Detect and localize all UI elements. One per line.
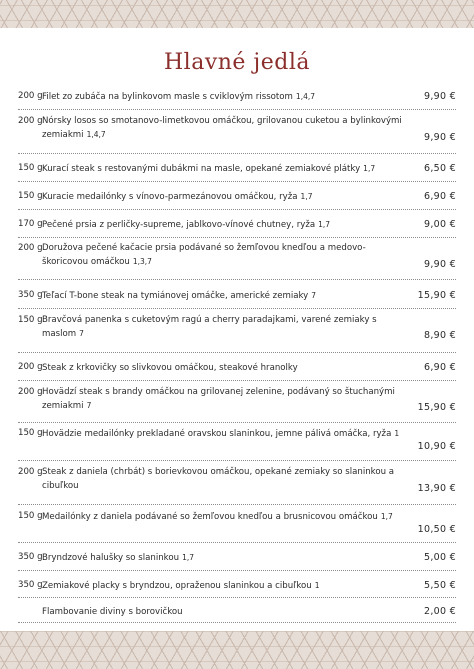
page-title: Hlavné jedlá (163, 50, 311, 75)
menu-item (18, 280, 456, 309)
item-price: 10,50 € (417, 524, 456, 535)
item-allergens: 7 (79, 329, 84, 338)
menu-item (18, 598, 456, 623)
item-allergens: 1,7 (363, 164, 376, 173)
menu-item (18, 505, 456, 543)
menu-item (18, 154, 456, 182)
item-weight: 200 g (18, 116, 43, 126)
item-price: 6,90 € (423, 191, 456, 202)
item-name: Kuracie medailónky s vínovo-parmezánovou omáčkou, ryža (42, 192, 298, 202)
item-price: 5,50 € (423, 580, 456, 591)
menu-item (18, 381, 456, 423)
menu-item (18, 309, 456, 353)
item-name: Filet zo zubáča na bylinkovom masle s cviklovým rissotom (42, 92, 293, 102)
menu-item (18, 353, 456, 381)
item-allergens: 1,4,7 (295, 92, 316, 101)
item-price: 13,90 € (417, 483, 456, 494)
item-weight: 350 g (18, 552, 43, 562)
item-weight: 200 g (18, 91, 43, 101)
item-name: Bravčová panenka s cuketovým ragú a cherry paradajkami, varené zemiaky s maslom (42, 315, 377, 339)
item-allergens: 7 (311, 291, 317, 300)
item-name: Hovädzí steak s brandy omáčkou na grilovanej zelenine, podávaný so štuchanými zemiakmi (42, 387, 395, 411)
item-price: 9,90 € (423, 132, 456, 143)
item-name: Steak z krkovičky so slivkovou omáčkou, steakové hranolky (42, 363, 298, 373)
item-name: Medailónky z daniela podávané so žemľovou knedľou a brusnicovou omáčkou (42, 512, 378, 522)
item-name: Hovädzie medailónky prekladané oravskou slaninkou, jemne pálivá omáčka, ryža (42, 429, 392, 439)
menu-item (18, 571, 456, 598)
item-allergens: 1 (394, 429, 400, 438)
menu-item (18, 84, 456, 110)
item-name: Bryndzové halušky so slaninkou (42, 553, 180, 563)
item-allergens: 1 (314, 581, 320, 590)
item-name: Nórsky losos so smotanovo-limetkovou omáčkou, grilovanou cuketou a bylinkovými zemiakmi (42, 116, 402, 140)
item-price: 8,90 € (423, 330, 456, 341)
item-weight: 150 g (18, 428, 43, 438)
item-name: Teľací T-bone steak na tymiánovej omáčke, americké zemiaky (42, 291, 309, 301)
item-weight: 350 g (18, 290, 43, 300)
item-allergens: 1,7 (300, 192, 313, 201)
item-price: 5,00 € (423, 552, 456, 563)
decorative-border-top (0, 0, 474, 28)
item-name: Steak z daniela (chrbát) s borievkovou omáčkou, opekané zemiaky so slaninkou a cibuľkou (42, 467, 395, 491)
item-weight: 150 g (18, 315, 43, 325)
item-allergens: 1,7 (318, 220, 331, 229)
menu-item (18, 182, 456, 210)
item-price: 6,50 € (423, 163, 456, 174)
item-weight: 150 g (18, 511, 43, 521)
menu-item (18, 238, 456, 280)
item-price: 9,90 € (423, 91, 456, 102)
item-allergens: 1,3,7 (132, 257, 152, 266)
menu-item (18, 461, 456, 505)
item-weight: 170 g (18, 219, 43, 229)
menu-list (18, 84, 456, 623)
item-name: Zemiakové placky s bryndzou, opraženou slaninkou a cibuľkou (42, 581, 312, 591)
menu-item (18, 110, 456, 154)
menu-item (18, 423, 456, 461)
item-price: 10,90 € (417, 441, 456, 452)
item-weight: 200 g (18, 467, 43, 477)
item-allergens: 1,7 (380, 512, 393, 521)
menu-item (18, 210, 456, 238)
item-price: 15,90 € (417, 402, 456, 413)
item-weight: 200 g (18, 362, 43, 372)
item-weight: 150 g (18, 163, 43, 173)
item-name: Kurací steak s restovanými dubákmi na masle, opekané zemiakové plátky (42, 164, 361, 174)
item-allergens: 7 (86, 401, 92, 410)
item-price: 15,90 € (417, 290, 456, 301)
item-price: 9,00 € (423, 219, 456, 230)
item-name: Flambovanie diviny s borovičkou (42, 607, 183, 617)
item-allergens: 1,4,7 (86, 130, 106, 139)
menu-item (18, 543, 456, 571)
item-name: Doružova pečené kačacie prsia podávané so žemľovou knedľou a medovo- škoricovou omáčkou (42, 243, 366, 267)
item-weight: 200 g (18, 243, 43, 253)
item-price: 2,00 € (423, 606, 456, 617)
item-weight: 350 g (18, 580, 43, 590)
item-weight: 200 g (18, 387, 43, 397)
decorative-border-bottom (0, 631, 474, 669)
item-weight: 150 g (18, 191, 43, 201)
item-price: 6,90 € (423, 362, 456, 373)
item-name: Pečené prsia z perličky-supreme, jablkovo-vínové chutney, ryža (42, 220, 316, 230)
item-allergens: 1,7 (182, 553, 194, 562)
item-price: 9,90 € (423, 259, 456, 270)
